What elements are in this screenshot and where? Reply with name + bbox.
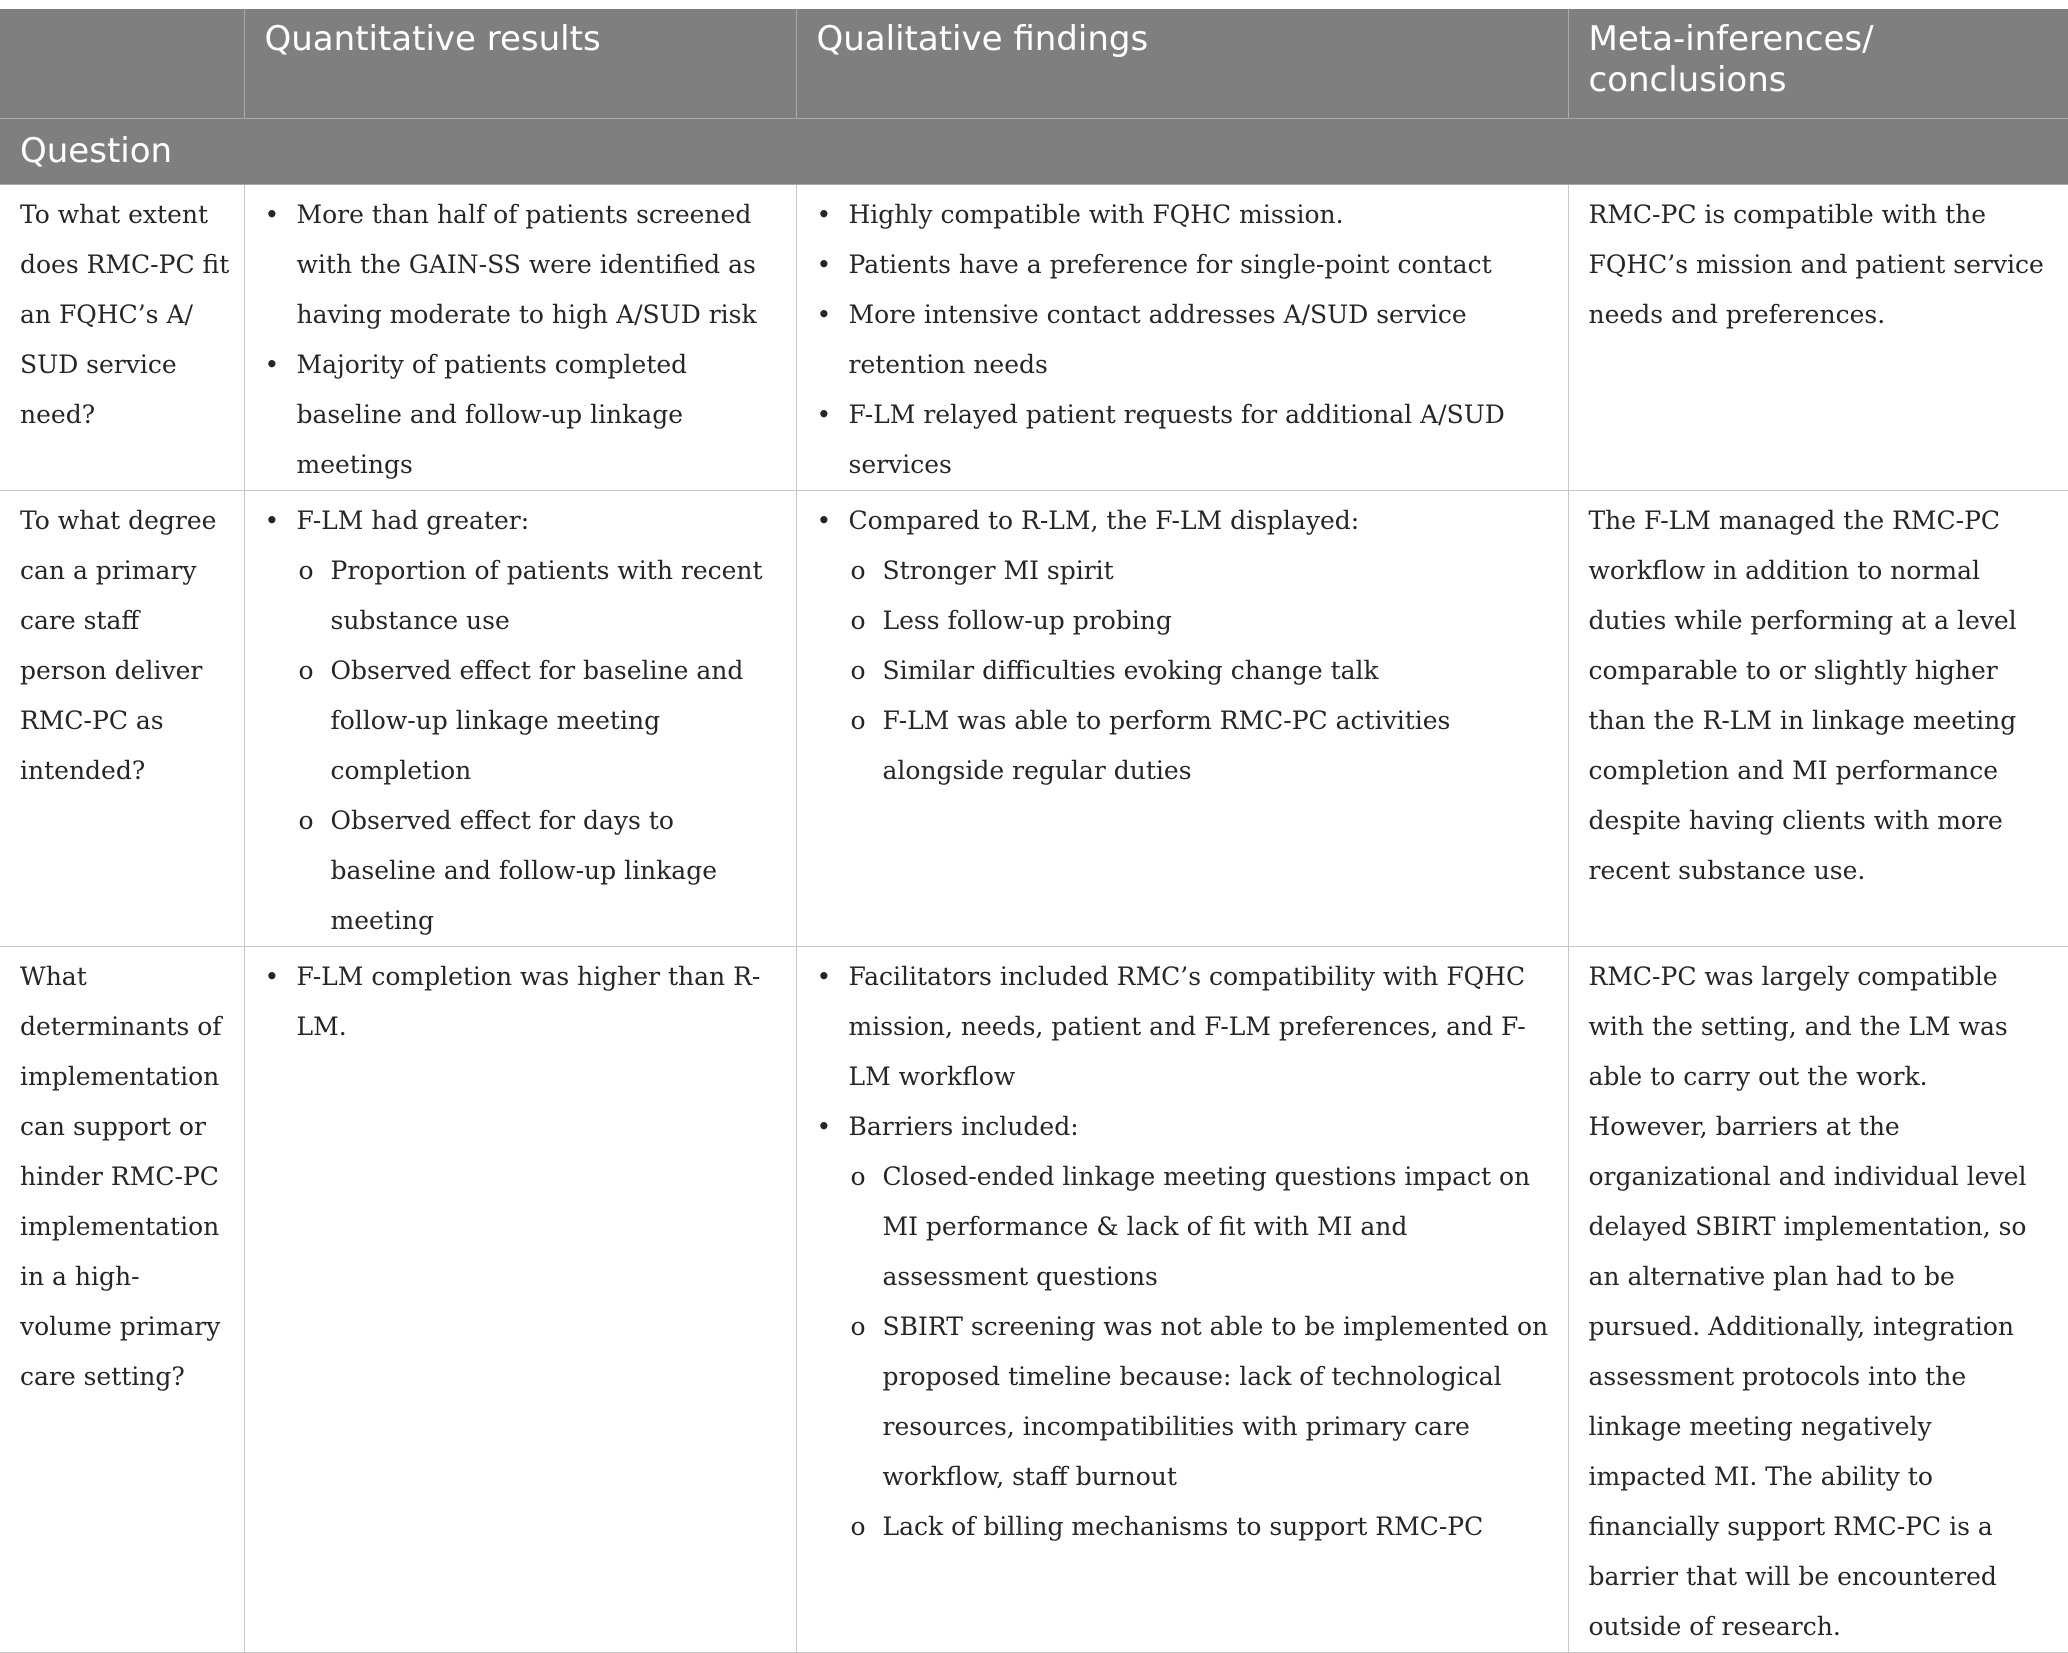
quantitative-cell (244, 184, 796, 490)
sub-bullet-item: o Similar difficulties evoking change talk (849, 646, 1554, 696)
question-cell (0, 490, 244, 946)
sub-bullet-item: o Observed effect for days to baseline and follow-up linkage meeting (297, 796, 782, 946)
bullet-item (817, 190, 1554, 240)
bullet-item (817, 390, 1554, 490)
sub-bullet-item: o Stronger MI spirit (849, 546, 1554, 596)
bullet-item (817, 496, 1554, 796)
quantitative-cell (244, 490, 796, 946)
sub-bullet-item: o Closed-ended linkage meeting questions impact on MI performance & lack of fit with MI and assessment questions (849, 1152, 1554, 1302)
bullet-text: Patients have a preference for single-point contact (848, 249, 1492, 279)
question-text: What determinants of implementation can support or hinder RMC-PC implementation in a high-volume primary care setting? (20, 961, 222, 1391)
bullet-item (265, 496, 782, 946)
sub-bullet-item: o Observed effect for baseline and follow-up linkage meeting completion (297, 646, 782, 796)
bullet-item (817, 1102, 1554, 1552)
header-quantitative: Quantitative results (244, 9, 796, 118)
bullet-text: Barriers included: (848, 1111, 1079, 1141)
conclusion-cell (1568, 490, 2068, 946)
quantitative-bullet-list (265, 952, 782, 1052)
qualitative-bullet-list (817, 952, 1554, 1552)
bullet-item (265, 340, 782, 490)
sub-bullet-item: o SBIRT screening was not able to be implemented on proposed timeline because: lack of technological resources, incompatibilities with primary care workflow, staff burnout (849, 1302, 1554, 1502)
sub-bullet-item: o Proportion of patients with recent substance use (297, 546, 782, 646)
conclusion-text: RMC-PC is compatible with the FQHC’s mission and patient service needs and preferences. (1588, 199, 2044, 329)
qualitative-bullet-list (817, 190, 1554, 490)
quantitative-cell (244, 946, 796, 1652)
bullet-item (817, 290, 1554, 390)
qualitative-cell (796, 184, 1568, 490)
bullet-item (265, 952, 782, 1052)
question-cell (0, 946, 244, 1652)
section-label: Question (0, 118, 2068, 184)
bullet-text: Compared to R-LM, the F-LM displayed: (848, 505, 1360, 535)
bullet-item (817, 952, 1554, 1102)
bullet-text: More than half of patients screened with the GAIN-SS were identified as having moderate to high A/SUD risk (296, 199, 757, 329)
bullet-item (265, 190, 782, 340)
sub-bullet-list (297, 546, 782, 946)
conclusion-cell (1568, 946, 2068, 1652)
table-row (0, 946, 2068, 1652)
sub-bullet-list (849, 546, 1554, 796)
bullet-text: Majority of patients completed baseline and follow-up linkage meetings (296, 349, 688, 479)
bullet-text: F-LM had greater: (296, 505, 530, 535)
bullet-text: F-LM completion was higher than R-LM. (296, 961, 761, 1041)
bullet-text: Highly compatible with FQHC mission. (848, 199, 1344, 229)
conclusion-cell (1568, 184, 2068, 490)
sub-bullet-item: o Lack of billing mechanisms to support RMC-PC (849, 1502, 1554, 1552)
quantitative-bullet-list (265, 496, 782, 946)
qualitative-cell (796, 946, 1568, 1652)
question-cell (0, 184, 244, 490)
sub-bullet-item: o F-LM was able to perform RMC-PC activities alongside regular duties (849, 696, 1554, 796)
question-text: To what degree can a primary care staff person deliver RMC-PC as intended? (20, 505, 217, 785)
bullet-text: More intensive contact addresses A/SUD service retention needs (848, 299, 1467, 379)
bullet-item (817, 240, 1554, 290)
header-meta-inferences: Meta-inferences/ conclusions (1568, 9, 2068, 118)
question-text: To what extent does RMC-PC fit an FQHC’s A/ SUD service need? (20, 199, 230, 429)
conclusion-text: RMC-PC was largely compatible with the setting, and the LM was able to carry out the work. However, barriers at the organizational and individual level delayed SBIRT implementation, so an alternative plan had to be pursued. Additionally, integration assessment protocols into the linkage meeting negatively impacted MI. The ability to financially support RMC-PC is a barrier that will be encountered outside of research. (1588, 961, 2027, 1641)
quantitative-bullet-list (265, 190, 782, 490)
header-qualitative: Qualitative findings (796, 9, 1568, 118)
qualitative-bullet-list (817, 496, 1554, 796)
table-row (0, 490, 2068, 946)
conclusion-text: The F-LM managed the RMC-PC workflow in addition to normal duties while performing at a level comparable to or slightly higher than the R-LM in linkage meeting completion and MI performance despite having clients with more recent substance use. (1588, 505, 2017, 885)
results-table (0, 9, 2068, 1653)
section-row (0, 118, 2068, 184)
bullet-text: Facilitators included RMC’s compatibility with FQHC mission, needs, patient and F-LM preferences, and F-LM workflow (848, 961, 1526, 1091)
bullet-text: F-LM relayed patient requests for additional A/SUD services (848, 399, 1505, 479)
sub-bullet-item: o Less follow-up probing (849, 596, 1554, 646)
header-row (0, 9, 2068, 118)
qualitative-cell (796, 490, 1568, 946)
table-row (0, 184, 2068, 490)
header-blank (0, 9, 244, 118)
sub-bullet-list (849, 1152, 1554, 1552)
